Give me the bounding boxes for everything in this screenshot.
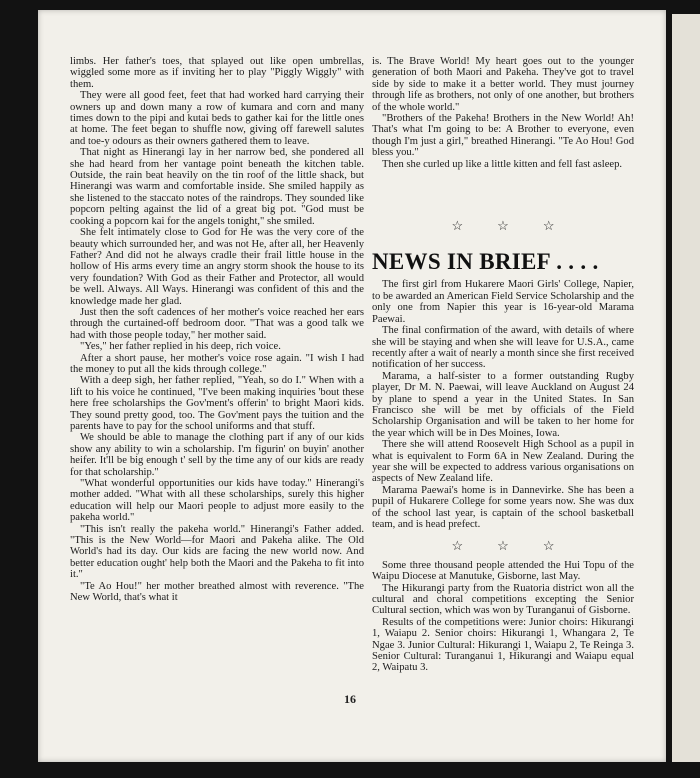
story-paragraph: "Yes," her father replied in his deep, rich voice. xyxy=(80,341,281,353)
star-icon: ☆ xyxy=(497,218,509,234)
story-paragraph: Just then the soft cadences of her mother's voice reached her ears through the curtained-off bedroom door. "That was a good talk we had with those people today," her mother said. xyxy=(70,306,364,341)
story-paragraph: "Brothers of the Pakeha! Brothers in the New World! Ah! That's what I'm going to be: A Brother to everyone, even though I'm just a girl," breathed Hinerangi. "Te Ao Hou! God bless you." xyxy=(372,113,634,159)
story-paragraph: She felt intimately close to God for He was the very core of the beauty which surrounded her, and was not He, after all, her Heavenly Father? And did not he always cradle their frail little house in the hollow of His arms every time an angry storm shook the house to its very foundation? With God as their Father and Protector, all would be well. Always. All Ways. Hinerangi was confident of this and the knowledge made her glad. xyxy=(70,227,364,307)
story-paragraph: "Te Ao Hou!" her mother breathed almost with reverence. "The New World, that's what it xyxy=(70,580,364,604)
news-paragraph: Results of the competitions were: Junior choirs: Hikurangi 1, Waiapu 2. Senior choirs: Hikurangi 1, Whangara 2, Te Ngae 3. Junior Cultural: Hikurangi 1, Waiapu 2, Te Reinga 3. Senior Cultural: Turanganui 1, Hikurangi and Waiapu equal 2, Waipatu 3. xyxy=(372,616,634,674)
news-paragraph: There she will attend Roosevelt High School as a pupil in what is equivalent to Form 6A in New Zealand. During the year she will be expected to address various organisations on aspects of New Zealand life. xyxy=(372,439,634,485)
star-icon: ☆ xyxy=(451,538,464,554)
star-icon: ☆ xyxy=(497,538,509,554)
news-paragraph: Marama, a half-sister to a former outstanding Rugby player, Dr M. N. Paewai, will leave Auckland on August 24 by plane to spend a year in the United States. In San Francisco she will be met by officials of the Field Scholarship Organisation and will be taken to her home for the year which will be in Des Moines, Iowa. xyxy=(372,370,634,439)
story-paragraph: Then she curled up like a little kitten and fell fast asleep. xyxy=(382,158,623,170)
section-divider-stars xyxy=(372,538,634,554)
story-paragraph: "What wonderful opportunities our kids have today." Hinerangi's mother added. "What with all these scholarships, surely this higher education will help our Maori people to adjust more easily to the pakeha world." xyxy=(70,478,364,524)
story-column-left xyxy=(70,56,364,604)
news-paragraph: The first girl from Hukarere Maori Girls' College, Napier, to be awarded an American Field Service Scholarship and the only one from Napier this year is 16-year-old Marama Paewai. xyxy=(372,279,634,325)
story-paragraph: We should be able to manage the clothing part if any of our kids show any ability to win a scholarship. I'm figurin' on buyin' another heifer. It'll be big enough t' sell by the time any of our kids are ready for that scholarship." xyxy=(70,432,364,478)
page-number: 16 xyxy=(344,692,356,706)
story-column-right xyxy=(372,56,634,674)
story-paragraph: is. The Brave World! My heart goes out to the younger generation of both Maori and Pakeha. They've got to travel side by side to make it a better world. They must journey through life as brothers, not only of one another, but brothers of the whole world." xyxy=(372,56,634,113)
news-in-brief-heading: NEWS IN BRIEF . . . . xyxy=(372,249,599,275)
star-icon: ☆ xyxy=(542,538,555,554)
news-paragraph: The final confirmation of the award, with details of where she will be staying and when she will leave for U.S.A., came recently after a wait of nearly a month since she first received notification of her success. xyxy=(372,325,634,371)
news-paragraph: Some three thousand people attended the Hui Topu of the Waipu Diocese at Manutuke, Gisborne, last May. xyxy=(372,559,634,583)
story-paragraph: That night as Hinerangi lay in her narrow bed, she pondered all she had heard from her vantage point beneath the kitchen table. Outside, the rain beat heavily on the tin roof of the little shack, but Hinerangi was warm and comfortable inside. She smiled happily as she listened to the staccato notes of the raindrops. They sounded like popcorn pelting against the lid of a great big pot. "God must be cooking a popcorn kai for the angels tonight," she smiled. xyxy=(70,147,364,227)
news-paragraph: The Hikurangi party from the Ruatoria district won all the cultural and choral competitions excepting the Senior Cultural section, which was won by Turanganui of Gisborne. xyxy=(372,582,634,617)
story-paragraph: "This isn't really the pakeha world." Hinerangi's Father added. "This is the New World—for Maori and Pakeha alike. The Old World's had its day. Our kids are facing the new world now. And better education ought' help both the Maori and the Pakeha to fit into it." xyxy=(70,523,364,581)
story-paragraph: They were all good feet, feet that had worked hard carrying their owners up and down many a row of kumara and corn and many times down to the pipi and kutai beds to gather kai for the little ones at home. The feet began to shuffle now, giving off farewell salutes and toe-y odours as their owners gathered them to leave. xyxy=(70,90,364,147)
news-paragraph: Marama Paewai's home is in Dannevirke. She has been a pupil of Hukarere College for some years now. She was dux of the school last year, is captain of the school basketball team, and is head prefect. xyxy=(372,484,634,530)
story-paragraph: limbs. Her father's toes, that splayed out like open umbrellas, wiggled some more as if inviting her to play "Piggly Wiggly" with them. xyxy=(70,56,364,90)
star-icon: ☆ xyxy=(451,218,464,234)
story-paragraph: After a short pause, her mother's voice rose again. "I wish I had the money to put all the kids through college." xyxy=(70,352,364,375)
star-icon: ☆ xyxy=(542,218,555,234)
story-paragraph: With a deep sigh, her father replied, "Yeah, so do I." When with a lift to his voice he continued, "I've been making inquiries 'bout these here free scholarships the Gov'ment's offerin' to bright Maori kids. They sound pretty good, too. The Gov'ment pays the tuition and the parents have to pay for the school uniforms and that stuff. xyxy=(70,375,364,432)
section-divider-stars xyxy=(372,218,634,234)
adjacent-page-edge xyxy=(672,14,700,762)
